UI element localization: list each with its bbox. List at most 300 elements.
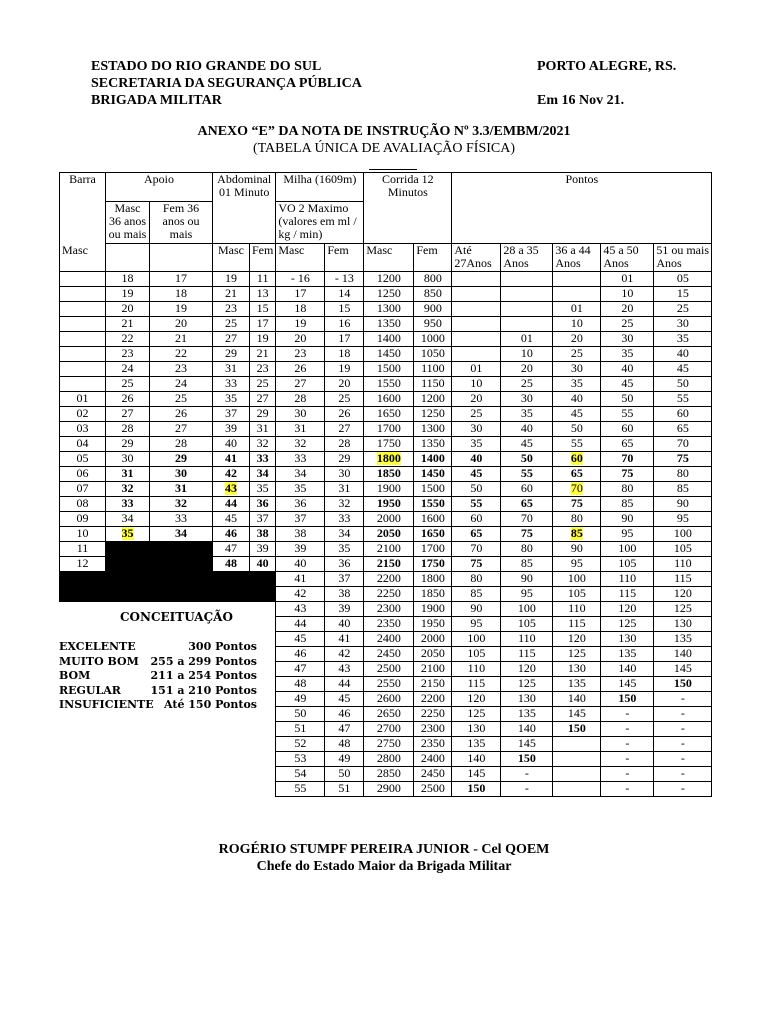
col-header-milha-masc: Masc — [276, 244, 325, 272]
table-cell: - 13 — [325, 272, 364, 287]
table-cell: 25 — [213, 317, 250, 332]
table-cell: 2400 — [364, 632, 414, 647]
table-cell: 16 — [325, 317, 364, 332]
table-cell: 1900 — [364, 482, 414, 497]
table-cell: 48 — [325, 737, 364, 752]
table-cell: 120 — [654, 587, 712, 602]
table-cell: 50 — [601, 392, 654, 407]
table-cell: 23 — [250, 362, 276, 377]
table-cell: 145 — [601, 677, 654, 692]
table-cell: - — [501, 767, 553, 782]
table-cell: - — [654, 782, 712, 797]
table-cell: 25 — [452, 407, 501, 422]
conceituacao-label: BOM — [59, 669, 91, 682]
highlighted-value: 60 — [570, 451, 583, 465]
table-cell: 45 — [325, 692, 364, 707]
table-cell: 90 — [654, 497, 712, 512]
table-cell: 21 — [150, 332, 213, 347]
table-cell: 37 — [250, 512, 276, 527]
table-cell: 75 — [501, 527, 553, 542]
table-cell — [452, 272, 501, 287]
table-row — [60, 452, 712, 467]
table-cell: 11 — [250, 272, 276, 287]
table-cell: 18 — [276, 302, 325, 317]
table-cell: 01 — [60, 392, 106, 407]
table-cell: 150 — [601, 692, 654, 707]
table-cell: 1400 — [364, 332, 414, 347]
table-row — [60, 407, 712, 422]
table-cell: 24 — [150, 377, 213, 392]
table-cell: 1500 — [364, 362, 414, 377]
table-cell: 40 — [325, 617, 364, 632]
table-cell: 37 — [276, 512, 325, 527]
table-cell: 95 — [601, 527, 654, 542]
table-cell: 90 — [501, 572, 553, 587]
table-cell — [60, 272, 106, 287]
table-cell: 1550 — [414, 497, 452, 512]
table-cell: 100 — [601, 542, 654, 557]
table-cell: 1450 — [364, 347, 414, 362]
table-cell: - — [601, 752, 654, 767]
table-cell: 22 — [106, 332, 150, 347]
table-cell: 19 — [150, 302, 213, 317]
table-cell: 44 — [276, 617, 325, 632]
table-cell: 35 — [601, 347, 654, 362]
table-cell: 19 — [325, 362, 364, 377]
table-cell: 2550 — [364, 677, 414, 692]
table-cell: 55 — [601, 407, 654, 422]
table-cell: 2300 — [364, 602, 414, 617]
table-cell: 2350 — [364, 617, 414, 632]
evaluation-table — [59, 172, 712, 797]
table-cell: 1600 — [364, 392, 414, 407]
table-cell: 17 — [150, 272, 213, 287]
table-cell: 1550 — [364, 377, 414, 392]
table-cell: 120 — [601, 602, 654, 617]
table-cell: 125 — [553, 647, 601, 662]
document-title: ANEXO “E” DA NOTA DE INSTRUÇÃO Nº 3.3/EMBM/2021 — [197, 124, 571, 139]
table-cell: - — [601, 767, 654, 782]
table-cell: 85 — [654, 482, 712, 497]
table-cell: 25 — [553, 347, 601, 362]
table-cell: 110 — [654, 557, 712, 572]
table-cell: 1150 — [414, 377, 452, 392]
table-cell: 34 — [276, 467, 325, 482]
table-row — [60, 422, 712, 437]
table-cell: 105 — [553, 587, 601, 602]
table-cell: 45 — [601, 377, 654, 392]
table-cell: 50 — [276, 707, 325, 722]
table-cell — [553, 737, 601, 752]
table-cell: 37 — [325, 572, 364, 587]
table-cell: 31 — [325, 482, 364, 497]
header-brigade: BRIGADA MILITAR — [91, 93, 222, 108]
table-cell: 01 — [501, 332, 553, 347]
table-cell: 23 — [213, 302, 250, 317]
col-header-abd-fem: Fem — [250, 244, 276, 272]
table-cell: 95 — [501, 587, 553, 602]
header-date: Em 16 Nov 21. — [537, 93, 625, 108]
header-blank — [106, 244, 150, 272]
table-cell: 51 — [276, 722, 325, 737]
table-cell: 1200 — [364, 272, 414, 287]
table-cell: 10 — [501, 347, 553, 362]
table-row — [60, 542, 712, 557]
col-header-age-36-44: 36 a 44 Anos — [553, 244, 601, 272]
table-cell: 50 — [654, 377, 712, 392]
table-cell: 26 — [150, 407, 213, 422]
table-cell: 80 — [654, 467, 712, 482]
table-cell: 2000 — [364, 512, 414, 527]
table-cell — [501, 317, 553, 332]
table-cell: 35 — [213, 392, 250, 407]
table-cell: 32 — [276, 437, 325, 452]
table-cell: 50 — [325, 767, 364, 782]
table-cell: 140 — [601, 662, 654, 677]
table-cell: 05 — [60, 452, 106, 467]
table-cell: 27 — [276, 377, 325, 392]
col-header-age-28-35: 28 a 35 Anos — [501, 244, 553, 272]
table-cell: 10 — [60, 527, 106, 542]
table-cell — [60, 377, 106, 392]
table-cell: 1750 — [414, 557, 452, 572]
table-cell: 54 — [276, 767, 325, 782]
table-cell: 1200 — [414, 392, 452, 407]
table-cell: 1950 — [414, 617, 452, 632]
table-cell: 125 — [654, 602, 712, 617]
table-cell: - — [654, 707, 712, 722]
table-cell: 24 — [106, 362, 150, 377]
table-cell: 55 — [276, 782, 325, 797]
table-cell — [60, 332, 106, 347]
table-cell: 2800 — [364, 752, 414, 767]
conceituacao-value: 211 a 254 Pontos — [150, 669, 257, 682]
table-cell: 33 — [325, 512, 364, 527]
table-cell: 850 — [414, 287, 452, 302]
table-cell: 130 — [601, 632, 654, 647]
table-cell: 75 — [601, 467, 654, 482]
table-cell: 45 — [553, 407, 601, 422]
table-cell: 20 — [276, 332, 325, 347]
table-cell: 2200 — [364, 572, 414, 587]
table-cell: 41 — [213, 452, 250, 467]
table-cell: 120 — [553, 632, 601, 647]
table-cell — [553, 782, 601, 797]
table-cell: 90 — [452, 602, 501, 617]
table-row — [60, 287, 712, 302]
conceituacao-label: MUITO BOM — [59, 654, 139, 668]
table-row — [60, 497, 712, 512]
table-cell: 110 — [452, 662, 501, 677]
table-cell: 04 — [60, 437, 106, 452]
table-cell: 33 — [213, 377, 250, 392]
table-cell: 15 — [250, 302, 276, 317]
table-cell: 27 — [250, 392, 276, 407]
table-row — [60, 272, 712, 287]
table-cell: 46 — [325, 707, 364, 722]
table-row — [60, 347, 712, 362]
col-header-barra: Barra — [60, 173, 106, 202]
table-cell: 20 — [106, 302, 150, 317]
table-cell: 27 — [150, 422, 213, 437]
table-row — [60, 332, 712, 347]
redacted-block — [106, 542, 213, 572]
table-cell: 2400 — [414, 752, 452, 767]
table-cell: 17 — [276, 287, 325, 302]
conceituacao-title: CONCEITUAÇÃO — [120, 610, 233, 624]
table-cell: 32 — [250, 437, 276, 452]
table-cell: 40 — [213, 437, 250, 452]
col-header-corrida: Corrida 12 Minutos — [364, 173, 452, 202]
table-cell: 48 — [276, 677, 325, 692]
table-cell — [60, 347, 106, 362]
table-cell: 47 — [213, 542, 250, 557]
header-blank — [213, 202, 276, 244]
table-cell: 1850 — [364, 467, 414, 482]
table-cell: 125 — [601, 617, 654, 632]
table-cell: 40 — [501, 422, 553, 437]
table-cell: 15 — [654, 287, 712, 302]
highlighted-value: 1800 — [376, 451, 401, 465]
table-cell: 140 — [654, 647, 712, 662]
table-cell: 35 — [325, 542, 364, 557]
table-cell — [364, 452, 414, 467]
header-state: ESTADO DO RIO GRANDE DO SUL — [91, 59, 322, 74]
header-blank — [60, 202, 106, 244]
table-cell: 60 — [501, 482, 553, 497]
table-cell: 135 — [553, 677, 601, 692]
table-cell: 18 — [106, 272, 150, 287]
table-cell: 1450 — [414, 467, 452, 482]
table-cell: 1000 — [414, 332, 452, 347]
table-cell: 42 — [213, 467, 250, 482]
table-cell: 13 — [250, 287, 276, 302]
table-cell: 03 — [60, 422, 106, 437]
table-cell: 130 — [654, 617, 712, 632]
table-cell — [452, 347, 501, 362]
highlighted-value: 35 — [121, 526, 134, 540]
table-cell: 150 — [654, 677, 712, 692]
table-cell: 52 — [276, 737, 325, 752]
table-cell: 38 — [325, 587, 364, 602]
table-cell: 1300 — [364, 302, 414, 317]
table-cell: - — [501, 782, 553, 797]
table-cell — [213, 482, 250, 497]
table-cell: 28 — [276, 392, 325, 407]
table-cell: 55 — [501, 467, 553, 482]
table-cell: 1350 — [414, 437, 452, 452]
table-cell: 23 — [276, 347, 325, 362]
table-cell: 34 — [325, 527, 364, 542]
table-cell: 25 — [106, 377, 150, 392]
table-row — [60, 467, 712, 482]
table-cell: 145 — [553, 707, 601, 722]
table-cell: 41 — [325, 632, 364, 647]
col-header-masc-36: Masc 36 anos ou mais — [106, 202, 150, 244]
col-header-milha-fem: Fem — [325, 244, 364, 272]
table-cell: 80 — [601, 482, 654, 497]
table-cell: 28 — [325, 437, 364, 452]
table-cell: 1100 — [414, 362, 452, 377]
table-cell: 1900 — [414, 602, 452, 617]
table-cell: 31 — [276, 422, 325, 437]
table-cell: 21 — [106, 317, 150, 332]
table-cell: - — [601, 707, 654, 722]
table-cell: 2300 — [414, 722, 452, 737]
table-cell: 65 — [501, 497, 553, 512]
col-header-milha: Milha (1609m) — [276, 173, 364, 202]
table-cell: 50 — [501, 452, 553, 467]
table-cell: 115 — [553, 617, 601, 632]
table-cell: 39 — [250, 542, 276, 557]
table-cell: 25 — [501, 377, 553, 392]
table-cell: 1850 — [414, 587, 452, 602]
col-header-fem-36: Fem 36 anos ou mais — [150, 202, 213, 244]
table-cell: 1400 — [414, 452, 452, 467]
table-cell — [60, 362, 106, 377]
table-cell: 29 — [106, 437, 150, 452]
table-cell: 11 — [60, 542, 106, 557]
table-cell: 65 — [654, 422, 712, 437]
col-header-masc: Masc — [60, 244, 106, 272]
table-cell: 21 — [213, 287, 250, 302]
table-cell: 40 — [452, 452, 501, 467]
table-cell: 2150 — [414, 677, 452, 692]
table-cell: 135 — [452, 737, 501, 752]
table-cell: 30 — [501, 392, 553, 407]
table-cell: 25 — [601, 317, 654, 332]
table-cell: 43 — [325, 662, 364, 677]
table-cell: 20 — [553, 332, 601, 347]
table-cell: 27 — [213, 332, 250, 347]
table-cell: 75 — [654, 452, 712, 467]
table-cell: 29 — [213, 347, 250, 362]
table-cell: 38 — [276, 527, 325, 542]
table-cell: 60 — [601, 422, 654, 437]
table-cell: 130 — [501, 692, 553, 707]
col-header-pontos: Pontos — [452, 173, 712, 202]
table-cell: 45 — [213, 512, 250, 527]
col-header-vo2: VO 2 Maximo (valores em ml / kg / min) — [276, 202, 364, 244]
table-cell: 01 — [452, 362, 501, 377]
col-header-corrida-masc: Masc — [364, 244, 414, 272]
table-row — [60, 317, 712, 332]
table-cell: 55 — [452, 497, 501, 512]
table-cell: 105 — [452, 647, 501, 662]
table-cell: 38 — [250, 527, 276, 542]
table-cell: 105 — [601, 557, 654, 572]
col-header-abd-masc: Masc — [213, 244, 250, 272]
table-cell: 25 — [325, 392, 364, 407]
table-cell: 140 — [452, 752, 501, 767]
table-cell: 60 — [654, 407, 712, 422]
conceituacao-label: REGULAR — [59, 683, 121, 697]
table-cell: 45 — [452, 467, 501, 482]
table-cell: 50 — [553, 422, 601, 437]
table-cell: 2600 — [364, 692, 414, 707]
table-cell: 20 — [501, 362, 553, 377]
table-cell: 12 — [60, 557, 106, 572]
table-cell: 46 — [276, 647, 325, 662]
table-cell: 1050 — [414, 347, 452, 362]
table-cell: 37 — [213, 407, 250, 422]
table-cell: 95 — [654, 512, 712, 527]
header-city: PORTO ALEGRE, RS. — [537, 59, 677, 74]
header-blank — [364, 202, 452, 244]
table-cell: 21 — [250, 347, 276, 362]
table-cell: 06 — [60, 467, 106, 482]
table-cell: 1250 — [364, 287, 414, 302]
table-cell: - — [654, 767, 712, 782]
table-cell: 30 — [654, 317, 712, 332]
table-cell: 95 — [452, 617, 501, 632]
table-cell: 90 — [553, 542, 601, 557]
table-cell: 05 — [654, 272, 712, 287]
table-cell: 100 — [654, 527, 712, 542]
table-cell: 115 — [601, 587, 654, 602]
table-cell: 2850 — [364, 767, 414, 782]
table-cell: 29 — [250, 407, 276, 422]
table-cell — [60, 317, 106, 332]
table-cell — [553, 767, 601, 782]
table-cell: 2650 — [364, 707, 414, 722]
table-cell: 1300 — [414, 422, 452, 437]
table-cell: 36 — [325, 557, 364, 572]
table-cell: 43 — [276, 602, 325, 617]
table-cell: 20 — [325, 377, 364, 392]
table-cell: 150 — [501, 752, 553, 767]
table-cell: 95 — [553, 557, 601, 572]
table-cell: 22 — [150, 347, 213, 362]
table-cell: 27 — [106, 407, 150, 422]
table-row — [60, 572, 712, 587]
table-cell: 1800 — [414, 572, 452, 587]
table-cell: 125 — [452, 707, 501, 722]
table-cell: 26 — [106, 392, 150, 407]
table-cell: 85 — [501, 557, 553, 572]
table-cell: 19 — [106, 287, 150, 302]
table-cell: 27 — [325, 422, 364, 437]
table-cell: 47 — [325, 722, 364, 737]
table-cell: 65 — [553, 467, 601, 482]
table-cell: 145 — [452, 767, 501, 782]
header-blank — [452, 202, 712, 244]
table-cell: 36 — [276, 497, 325, 512]
table-cell: 70 — [654, 437, 712, 452]
table-cell: 29 — [325, 452, 364, 467]
table-cell — [501, 302, 553, 317]
table-cell: 90 — [601, 512, 654, 527]
table-cell: 02 — [60, 407, 106, 422]
table-cell: 49 — [325, 752, 364, 767]
table-cell: 18 — [150, 287, 213, 302]
table-cell: 40 — [553, 392, 601, 407]
table-cell: 2450 — [414, 767, 452, 782]
header-blank — [150, 244, 213, 272]
table-cell: 33 — [250, 452, 276, 467]
table-cell: - — [601, 782, 654, 797]
table-cell — [553, 452, 601, 467]
table-cell: 10 — [553, 317, 601, 332]
table-cell: 1700 — [364, 422, 414, 437]
table-cell: - — [601, 722, 654, 737]
table-cell: 70 — [601, 452, 654, 467]
table-cell: 55 — [654, 392, 712, 407]
table-cell: 1650 — [364, 407, 414, 422]
table-cell: 39 — [276, 542, 325, 557]
table-cell: 1700 — [414, 542, 452, 557]
table-cell: 2050 — [364, 527, 414, 542]
